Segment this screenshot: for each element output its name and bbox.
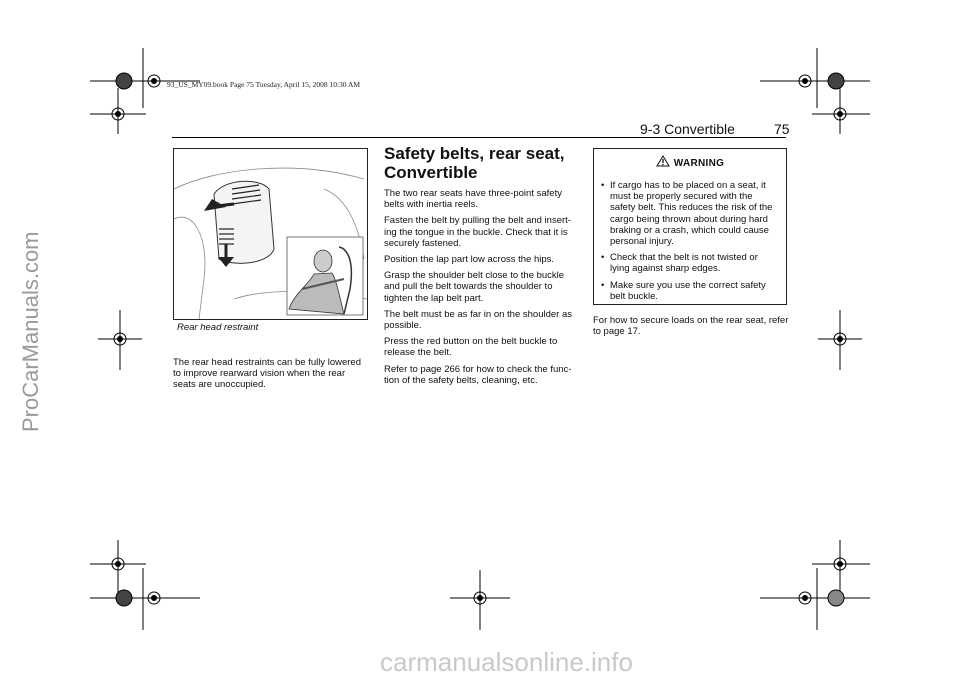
paragraph: Press the red button on the belt buckle to release the belt. (384, 336, 558, 359)
bullet-icon: • (601, 279, 605, 291)
paragraph: Refer to page 266 for how to check the func-tion of the safety belts, cleaning, etc. (384, 363, 572, 386)
paragraph: Grasp the shoulder belt close to the buckle and pull the belt towards the shoulder to tighten the lap belt part. (384, 270, 565, 304)
print-info: 93_US_MY09.book Page 75 Tuesday, April 15, 2008 10:30 AM (167, 80, 361, 89)
list-item (601, 180, 779, 247)
bullet-icon: • (601, 252, 605, 264)
bullet-icon: • (601, 180, 605, 191)
section-title (384, 144, 584, 182)
warning-item-text: Make sure you use the correct safety belt buckle. (610, 279, 766, 302)
warning-item-text: Check that the belt is not twisted or lying against sharp edges. (610, 252, 758, 275)
cargo-paragraph: For how to secure loads on the rear seat, refer to page 17. (593, 315, 789, 338)
rear-head-restraint-drawing (174, 149, 367, 319)
paragraph: Fasten the belt by pulling the belt and insert-ing the tongue in the buckle. Check that it is securely fastened. (384, 215, 571, 249)
side-watermark: ProCarManuals.com (18, 231, 43, 432)
warning-triangle-icon (656, 155, 670, 167)
warning-header (594, 155, 786, 169)
list-item (601, 280, 779, 302)
left-column (173, 357, 369, 391)
header-title: 9-3 Convertible (640, 121, 735, 137)
footer-watermark: carmanualsonline.info (380, 647, 633, 677)
page-number: 75 (774, 121, 790, 137)
section-title-line2: Convertible (384, 163, 478, 182)
head-restraint-illustration (173, 148, 368, 320)
paragraph: The two rear seats have three-point safety belts with inertia reels. (384, 188, 562, 211)
section-title-line1: Safety belts, rear seat, (384, 144, 565, 163)
paragraph: The belt must be as far in on the shoulder as possible. (384, 308, 572, 332)
right-column (593, 315, 789, 337)
list-item (601, 252, 779, 274)
warning-item-text: If cargo has to be placed on a seat, it must be properly secured with the safety belt. This reduces the risk of the cargo being thrown about during hard braking or a crash, which could cause personal injury. (610, 180, 773, 248)
paragraph: Position the lap part low across the hips. (384, 254, 555, 266)
section-body (384, 188, 580, 391)
header-rule (172, 137, 786, 138)
head-restraint-paragraph: The rear head restraints can be fully lowered to improve rearward vision when the rear seats are unoccupied. (173, 357, 361, 391)
warning-title: WARNING (673, 158, 725, 169)
warning-box (593, 148, 787, 305)
warning-list (601, 180, 779, 307)
illustration-caption: Rear head restraint (177, 322, 259, 333)
